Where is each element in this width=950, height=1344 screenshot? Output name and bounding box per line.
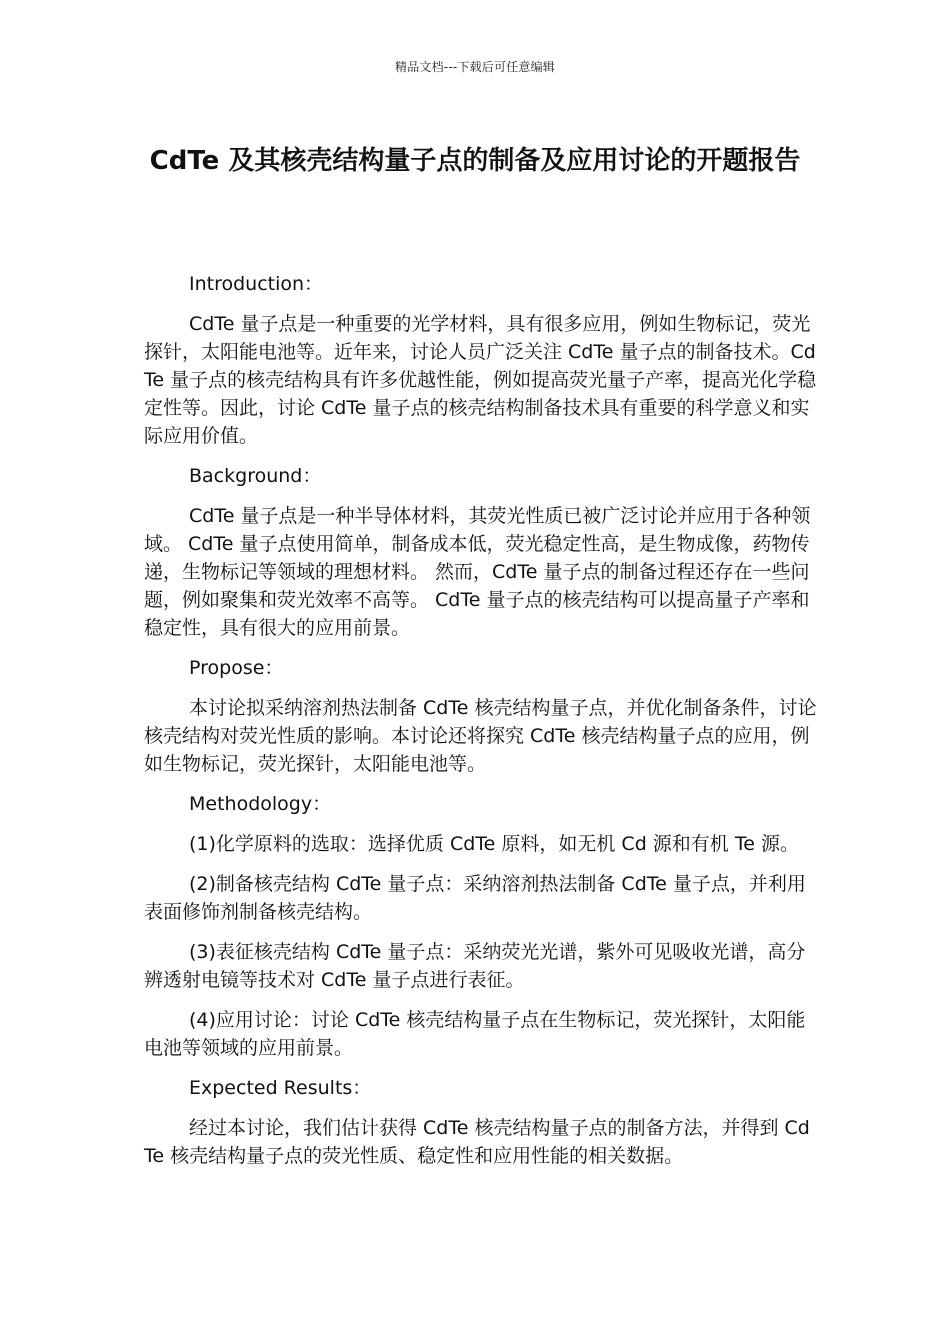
methodology-heading: Methodology：: [189, 793, 332, 815]
methodology-step-2: (2)制备核壳结构 CdTe 量子点：采纳溶剂热法制备 CdTe 量子点，并利用表面修饰剂制备核壳结构。: [144, 873, 806, 923]
introduction-paragraph: CdTe 量子点是一种重要的光学材料，具有很多应用，例如生物标记，荧光探针，太阳能电池等。近年来，讨论人员广泛关注 CdTe 量子点的制备技术。CdTe 量子点的核壳结构具有许多优越性能，例如提高荧光量子产率，提高光化学稳定性等。因此，讨论 CdTe 量子点的核壳结构制备技术具有重要的科学意义和实际应用价值。: [144, 313, 817, 447]
methodology-step-1: (1)化学原料的选取：选择优质 CdTe 原料，如无机 Cd 源和有机 Te 源。: [189, 833, 799, 855]
propose-paragraph: 本讨论拟采纳溶剂热法制备 CdTe 核壳结构量子点，并优化制备条件，讨论核壳结构对荧光性质的影响。本讨论还将探究 CdTe 核壳结构量子点的应用，例如生物标记，荧光探针，太阳能电池等。: [144, 697, 817, 775]
methodology-step-3: (3)表征核壳结构 CdTe 量子点：采纳荧光光谱，紫外可见吸收光谱，高分辨透射电镜等技术对 CdTe 量子点进行表征。: [144, 941, 806, 991]
introduction-heading: Introduction：: [189, 273, 324, 295]
expected-results-paragraph: 经过本讨论，我们估计获得 CdTe 核壳结构量子点的制备方法，并得到 CdTe 核壳结构量子点的荧光性质、稳定性和应用性能的相关数据。: [144, 1117, 810, 1167]
header-note: 精品文档---下载后可任意编辑: [395, 60, 555, 74]
methodology-step-4: (4)应用讨论：讨论 CdTe 核壳结构量子点在生物标记，荧光探针，太阳能电池等领域的应用前景。: [144, 1009, 806, 1059]
document-title: CdTe 及其核壳结构量子点的制备及应用讨论的开题报告: [149, 146, 801, 176]
propose-heading: Propose：: [189, 657, 284, 679]
document-body: [144, 270, 820, 1182]
background-paragraph: CdTe 量子点是一种半导体材料，其荧光性质已被广泛讨论并应用于各种领域。 CdTe 量子点使用简单，制备成本低，荧光稳定性高，是生物成像，药物传递，生物标记等领域的理想材料。 然而，CdTe 量子点的制备过程还存在一些问题，例如聚集和荧光效率不高等。 CdTe 量子点的核壳结构可以提高量子产率和稳定性，具有很大的应用前景。: [144, 505, 811, 639]
background-heading: Background：: [189, 465, 322, 487]
expected-results-heading: Expected Results：: [189, 1077, 372, 1099]
